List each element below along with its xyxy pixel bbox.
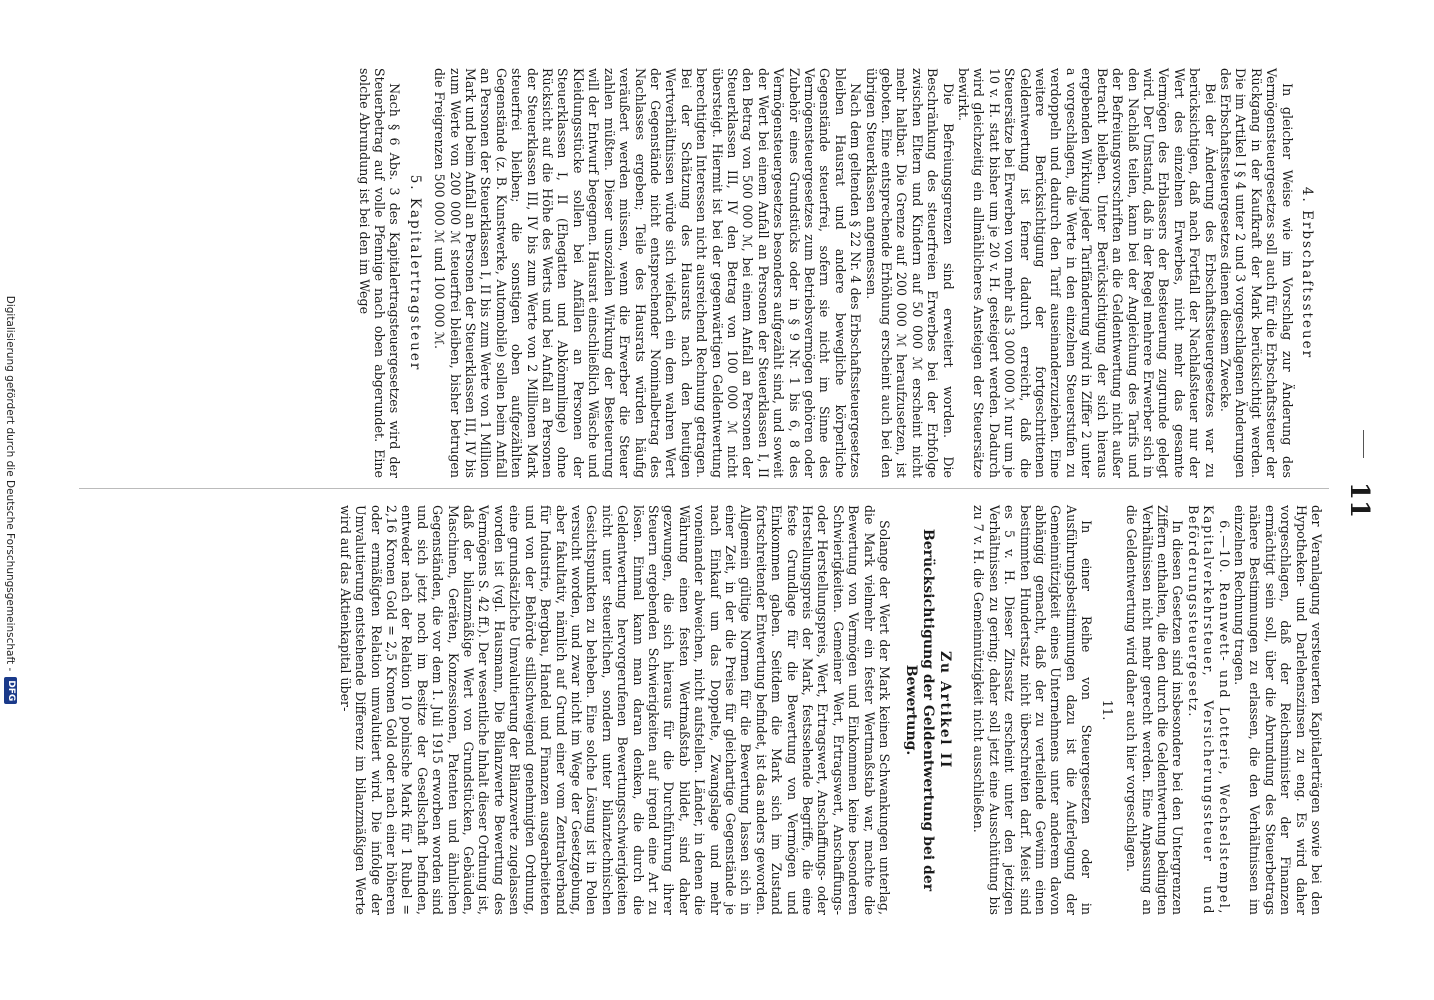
digitization-footer — [4, 0, 17, 1000]
left-column — [356, 68, 1324, 478]
paragraph: Die Befreiungsgrenzen sind erweitert worden. Die Beschränkung des steuerfreien Erwerbes bei der Erbfolge zwischen Eltern und Kindern auf 50 000 ℳ erscheint nicht mehr haltbar. Die Grenze auf 200 000 ℳ heraufzusetzen, ist geboten. Eine entsprechende Erhöhung erscheint auch bei den übrigen Steuerklassen angemessen. — [863, 68, 956, 478]
dfg-logo: DFG — [4, 677, 17, 704]
right-column — [337, 505, 1324, 915]
article-title-line1: Zu Artikel II — [937, 651, 954, 769]
paragraph: In einer Reihe von Steuergesetzen oder in Ausführungsbestimmungen dazu ist die Auferlegung der Gemeinnützigkeit eines Unternehmens unter anderem davon abhängig gemacht, daß der zu verteilende Gewinn einen bestimmten Hundertsatz nicht überschreiten darf. Meist sind es 5 v. H. Dieser Zinssatz erscheint unter den jetzigen Verhältnissen zu gering; daher soll jetzt eine Ausschüttung bis zu 7 v. H. die Gemeinnützigkeit nicht ausschließen. — [971, 505, 1095, 915]
section-title-erbschaftssteuer: 4. Erbschaftssteuer — [1299, 186, 1315, 360]
article-title-line2: Berücksichtigung der Geldentwertung bei der Bewertung. — [903, 528, 937, 892]
paragraph: Nach dem geltenden § 22 Nr. 4 des Erbschaftssteuergesetzes bleiben Hausrat und andere bewegliche körperliche Gegenstände steuerfrei, sofern sie nicht im Sinne des Vermögensteuergesetzes zum Betriebsvermögen gehören oder Zubehör eines Grundstücks oder in § 9 Nr. 1 bis 6, 8 des Vermögensteuergesetzes besonders aufgezählt sind, und soweit der Wert bei einem Anfall an Personen der Steuerklassen I, II den Betrag von 500 000 ℳ, bei einem Anfall an Personen der Steuerklassen III, IV den Betrag von 100 000 ℳ nicht übersteigt. Hiermit ist bei der gegenwärtigen Geldentwertung berechtigten Interessen nicht ausreichend Rechnung getragen. Bei der Schätzung des Hausrats nach den heutigen Wertverhältnissen würde sich vielfach ein dem wahren Wert der Gegenstände nicht entsprechender Nominalbetrag des Nachlasses ergeben; Teile des Hausrats würden häufig veräußert werden müssen, wenn die Erwerber die Steuer zahlen müßten. Dieser unsozialen Wirkung der Besteuerung will der Entwurf begegnen. Hausrat einschließlich Wäsche und Kleidungsstücke sollen bei Anfällen an Personen der Steuerklassen I, II (Ehegatten und Abkömmlinge) ohne Rücksicht auf die Höhe des Werts und bei Anfall an Personen der Steuerklassen III, IV bis zum Werte von 2 Millionen Mark steuerfrei bleiben; die sonstigen oben aufgezählten Gegenstände (z. B. Kunstwerke, Automobile) sollen beim Anfall an Personen der Steuerklassen I, II bis zum Werte von 1 Million Mark und beim Anfall an Personen der Steuerklassen III, IV bis zum Werte von 200 000 ℳ steuerfrei bleiben, bisher betrugen die Freigrenzen 500 000 ℳ und 100 000 ℳ. — [432, 68, 864, 478]
footer-text: Digitalisierung gefördert durch die Deutsche Forschungsgemeinschaft - — [4, 295, 17, 672]
paragraph: Bei der Änderung des Erbschaftssteuergesetzes war zu berücksichtigen, daß nach Fortfall der Nachlaßsteuer nur der Wert des einzelnen Erwerbes, nicht mehr das gesamte Vermögen des Erblassers der Besteuerung zugrunde gelegt wird. Der Umstand, daß in der Regel mehrere Erwerber sich in den Nachlaß teilen, kann bei der Angleichung des Tarifs und der Befreiungsvorschriften an die Geldentwertung nicht außer Betracht bleiben. Unter Berücksichtigung der sich hieraus ergebenden Wirkung jeder Tarifänderung wird in Ziffer 2 unter a vorgeschlagen, die Werte in den einzelnen Steuerstufen zu verdoppeln und dadurch den Tarif auseinanderzuziehen. Eine weitere Berücksichtigung der fortgeschrittenen Geldentwertung ist ferner dadurch erreicht, daß die Steuersätze bei Erwerben von mehr als 3 000 000 ℳ nur um je 10 v. H. statt bisher um je 20 v. H. gesteigert werden. Dadurch wird gleichzeitig ein allmählicheres Ansteigen der Steuersätze bewirkt. — [956, 68, 1218, 478]
paragraph: der Veranlagung versteuerten Kapitalerträgen sowie bei den Hypotheken- und Darlehenszinsen zu eng. Es wird daher vorgeschlagen, daß der Reichsminister der Finanzen ermächtigt sein soll, über die Abrundung des Steuerbetrags nähere Bestimmungen zu erlassen, die den Verhältnissen im einzelnen Rechnung tragen. — [1231, 505, 1324, 915]
column-divider — [79, 488, 1329, 489]
section-number: 11. — [1098, 699, 1114, 721]
header-rule — [1363, 430, 1364, 458]
paragraph: Solange der Wert der Mark keinen Schwankungen unterlag, die Mark vielmehr ein fester Wertmaßstab war, machte die Bewertung von Vermögen und Einkommen keine besonderen Schwierigkeiten. Gemeiner Wert, Ertragswert, Anschaffungs- oder Herstellungspreis, Wert, Ertragswert, Anschaffungs- oder Herstellungspreis der Mark, festssehende Begriffe, die eine feste Grundlage für die Bewertung von Vermögen und Einkommen gaben. Seitdem die Mark sich im Zustand fortschreitender Entwertung befindet, ist das anders geworden. Allgemein gültige Normen für die Bewertung lassen sich in einer Zeit, in der die Preise für gleichartige Gegenstände je nach Einkauf um das Doppelte, Zwangslage und mehr voneinander abweichen, nicht aufstellen. Länder, in denen die Währung einen festen Wertmaßstab bildet, sind daher gezwungen, die sich hieraus für die Durchführung ihrer Steuern ergebenden Schwierigkeiten auf irgend eine Art zu lösen. Einmal kann man daran denken, die durch die Geldentwertung hervorgerufenen Bewertungsschwierigkeiten nicht unter steuerlichen, sondern unter bilanztechnischen Gesichtspunkten zu beheben. Eine solche Lösung ist in Polen versucht worden, und zwar nicht im Wege der Gesetzgebung, aber fakultativ, nämlich auf Grund einer vom Zentralverband für Industrie, Bergbau, Handel und Finanzen ausgearbeiteten und von der Behörde stillschweigend genehmigten Ordnung, eine grundsätzliche Umvalutierung der Bilanzwerte zugelassen worden ist (vgl. Hausmann, Die Bilanzwerte Bewertung des Vermögens S. 42 ff.). Der wesentliche Inhalt dieser Ordnung ist, daß der bilanzmäßige Wert von Grundstücken, Gebäuden, Maschinen, Geräten, Konzessionen, Patenten und ähnlichen Gegenständen, die vor dem 1. Juli 1915 erworben worden sind und sich jetzt noch im Besitze der Gesellschaft befinden, entweder nach der Relation 10 polnische Mark für 1 Rubel = 2,16 Kronen Gold = 2,5 Kronen Gold oder nach einer höheren oder ermäßigten Relation umvalutiert wird. Die infolge der Umvalutierung entstehende Differenz im bilanzmäßigen Werte wird auf das Aktienkapital über- — [337, 505, 893, 915]
paragraph-heading: 6.—10. Rennwett- und Lotterie, Wechselstempel, Kapitalverkehrsteuer, Versicherungssteuer und Beförderungssteuergesetz. — [1185, 505, 1232, 915]
paragraph: In gleicher Weise wie im Vorschlag zur Änderung des Vermögensteuergesetzes soll auch für die Erbschaftssteuer der Rückgang in der Kaufkraft der Mark berücksichtigt werden. Die im Artikel I § 4 unter 2 und 3 vorgeschlagenen Änderungen des Erbschaftssteuergesetzes dienen diesem Zwecke. — [1217, 68, 1295, 478]
page-number: 11 — [1344, 481, 1374, 519]
section-title-kapitalertragsteuer: 5. Kapitalertragsteuer — [406, 174, 423, 372]
article-title — [902, 505, 953, 915]
paragraph: In diesen Gesetzen sind insbesondere bei den Untergrenzen Ziffern enthalten, die den durch die Geldentwertung bedingten Verhältnissen nicht mehr gerecht werden. Eine Anpassung an die Geldentwertung wird daher auch hier vorgeschlagen. — [1124, 505, 1186, 915]
paragraph: Nach § 6 Abs. 3 des Kapitalertragsteuergesetzes wird der Steuerbetrag auf volle Pfennige nach oben abgerundet. Eine solche Abrundung ist bei den im Wege — [356, 68, 403, 478]
